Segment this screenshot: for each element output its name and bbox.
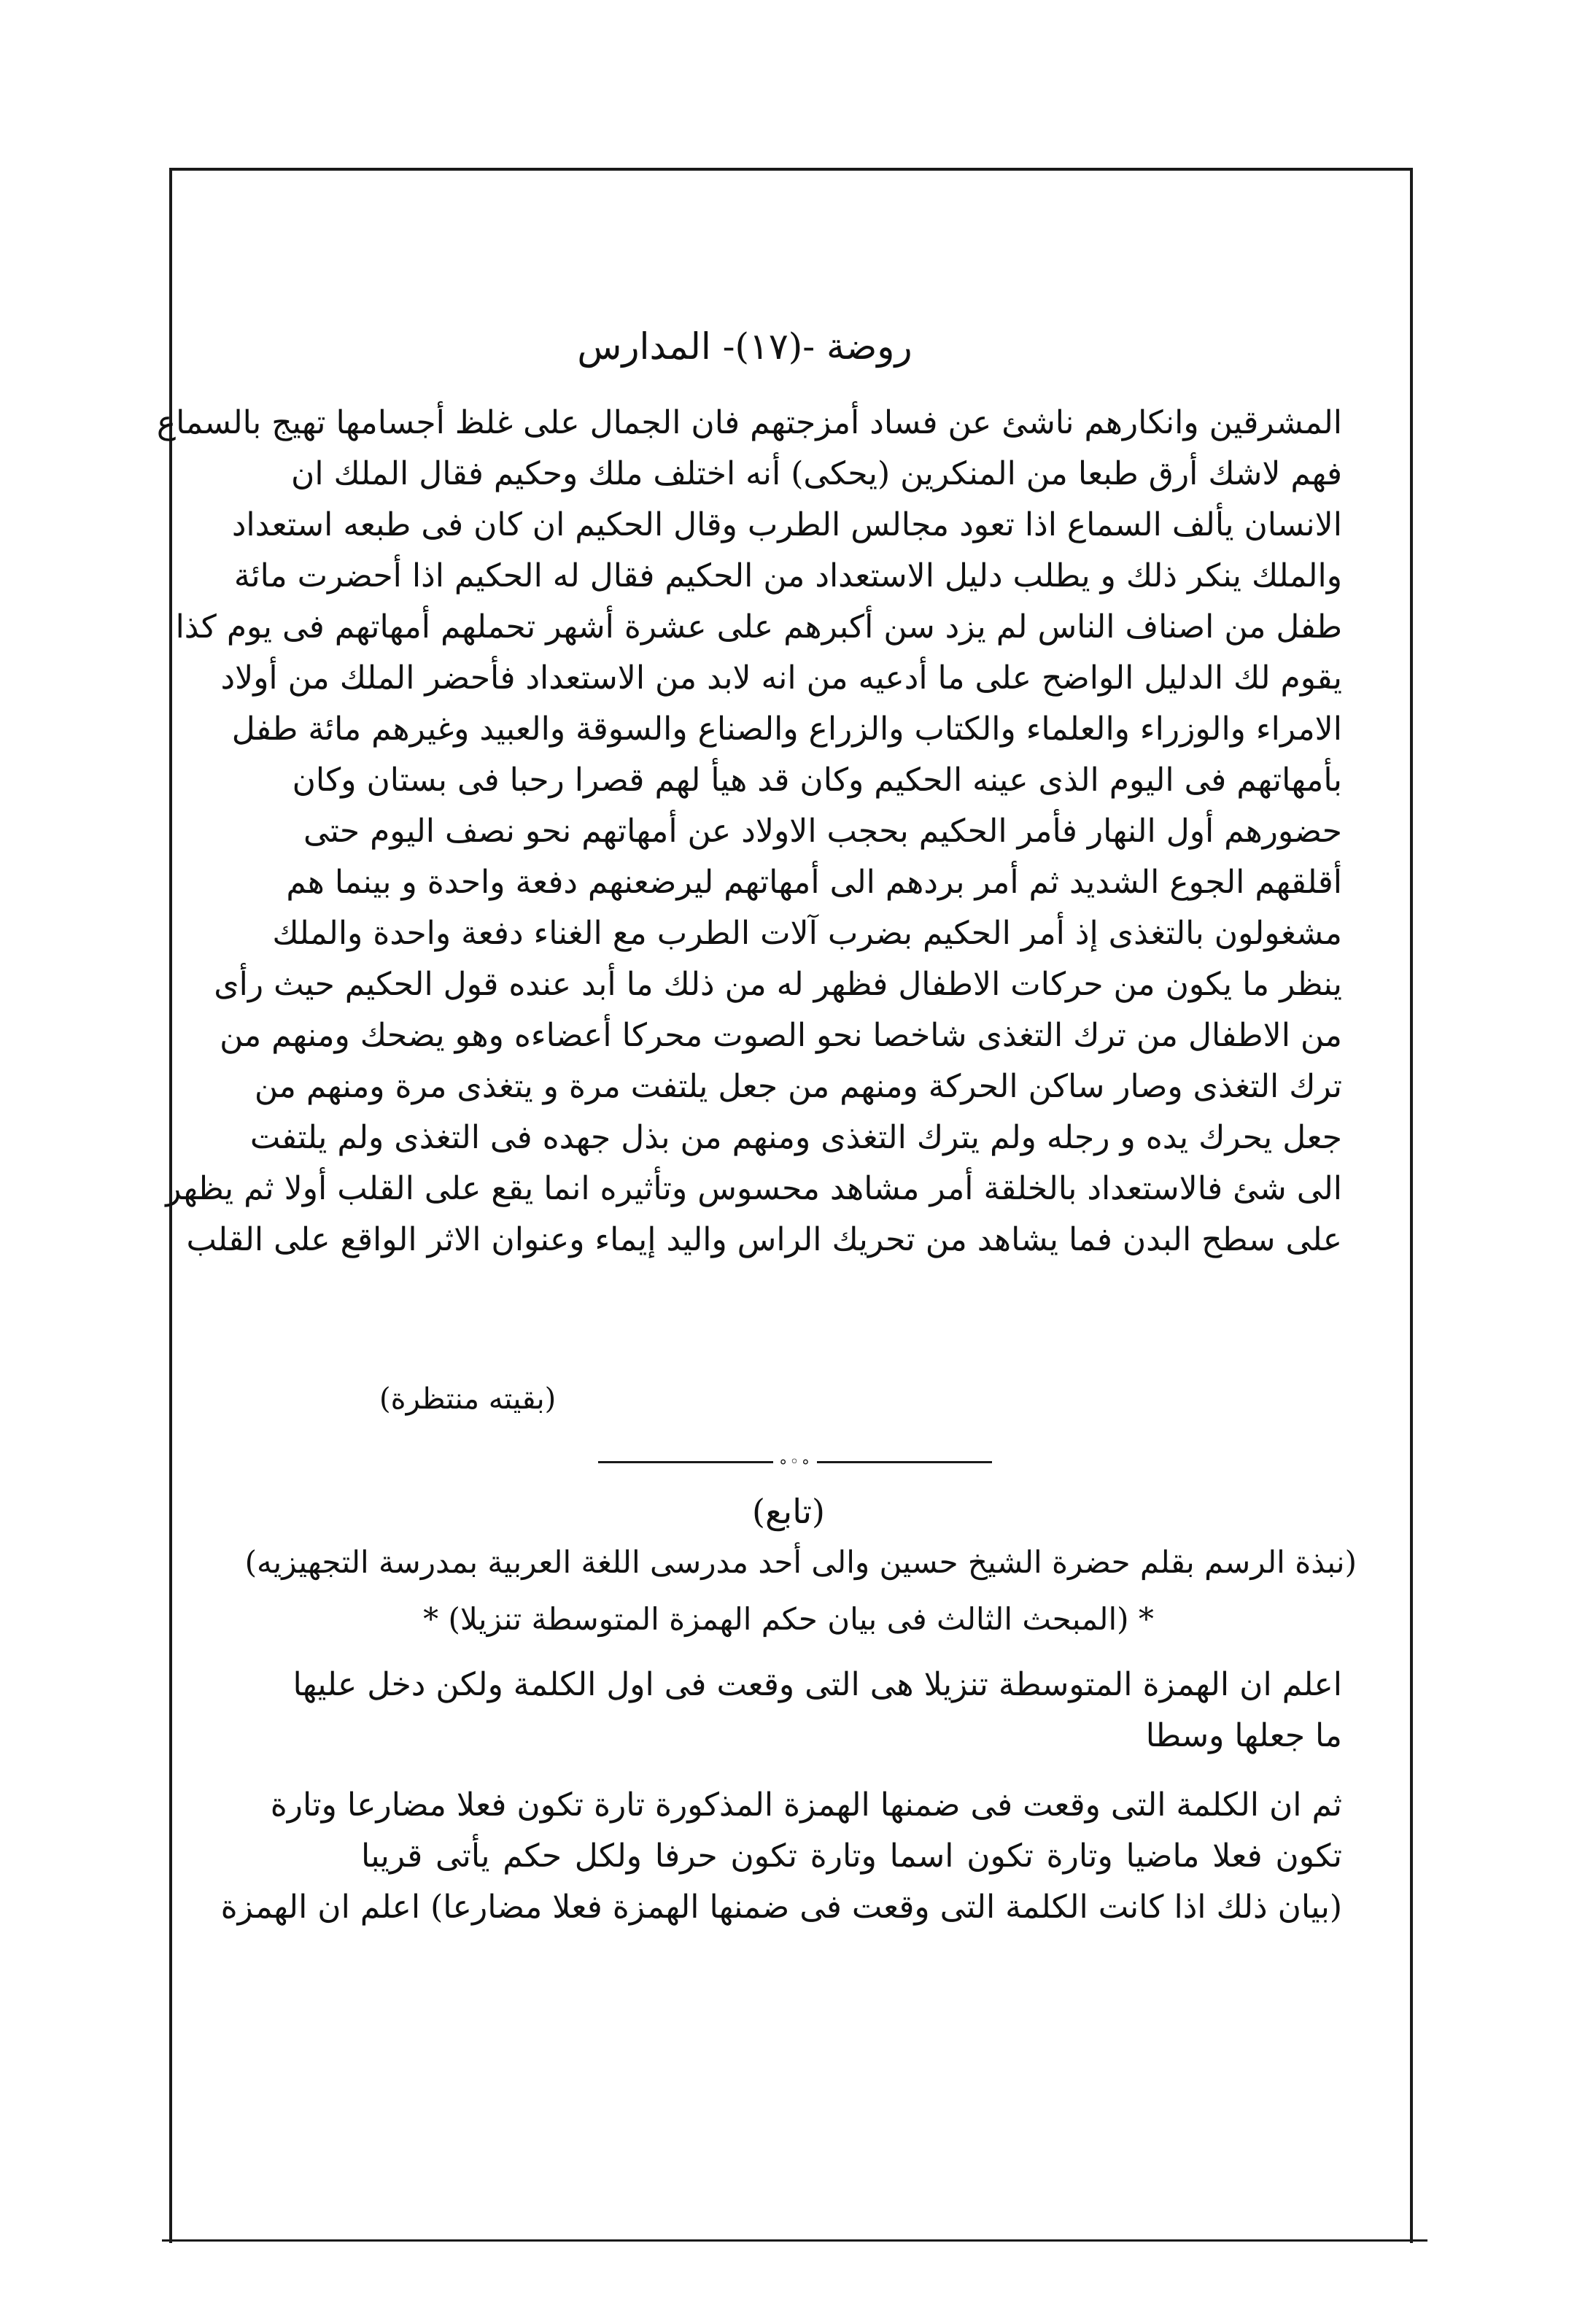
text-line: مشغولون بالتغذى إذ أمر الحكيم بضرب آلات الطرب مع الغناء دفعة واحدة والملك (272, 915, 1342, 952)
continued-note: (بقيته منتظرة) (379, 1382, 557, 1416)
text-line: ترك التغذى وصار ساكن الحركة ومنهم من جعل يلتفت مرة و يتغذى مرة ومنهم من (254, 1068, 1342, 1105)
text-line: على سطح البدن فما يشاهد من تحريك الراس واليد إيماء وعنوان الاثر الواقع على القلب (186, 1221, 1342, 1258)
ornament-icon: ∘◦∘ (773, 1453, 817, 1472)
text-line: من الاطفال من ترك التغذى شاخصا نحو الصوت محركا أعضاءه وهو يضحك ومنهم من (220, 1017, 1342, 1054)
text-line: الانسان يألف السماع اذا تعود مجالس الطرب وقال الحكيم ان كان فى طبعه استعداد (231, 506, 1342, 543)
text-line: أقلقهم الجوع الشديد ثم أمر بردهم الى أمهاتهم ليرضعنهم دفعة واحدة و بينما هم (286, 864, 1342, 901)
text-line: ينظر ما يكون من حركات الاطفال فظهر له من ذلك ما أبد عنده قول الحكيم حيث رأى (214, 966, 1342, 1003)
paragraph (220, 1780, 1342, 1933)
text-line: ما جعلها وسطا (1145, 1717, 1342, 1754)
article-title: (تابع) (752, 1492, 825, 1531)
text-line: المشرقين وانكارهم ناشئ عن فساد أمزجتهم فان الجمال على غلظ أجسامها تهيج بالسماع (156, 404, 1342, 441)
text-line: حضورهم أول النهار فأمر الحكيم بحجب الاولاد عن أمهاتهم نحو نصف اليوم حتى (303, 813, 1342, 850)
section-title: * (المبحث الثالث فى بيان حكم الهمزة المتوسطة تنزيلا) * (423, 1601, 1154, 1637)
text-line: الى شئ فالاستعداد بالخلقة أمر مشاهد محسوس وتأثيره انما يقع على القلب أولا ثم يظهر (166, 1170, 1342, 1207)
text-line: (بيان ذلك اذا كانت الكلمة التى وقعت فى ضمنها الهمزة فعلا مضارعا) اعلم ان الهمزة (220, 1889, 1342, 1926)
page-header (0, 325, 1577, 368)
text-line: اعلم ان الهمزة المتوسطة تنزيلا هى التى وقعت فى اول الكلمة ولكن دخل عليها (292, 1666, 1342, 1703)
text-line: والملك ينكر ذلك و يطلب دليل الاستعداد من الحكيم فقال له الحكيم اذا أحضرت مائة (233, 557, 1342, 594)
text-line: تكون فعلا ماضيا وتارة تكون اسما وتارة تكون حرفا ولكل حكم يأتى قريبا (361, 1837, 1342, 1875)
article-body (156, 398, 1342, 1266)
text-line: ثم ان الكلمة التى وقعت فى ضمنها الهمزة المذكورة تارة تكون فعلا مضارعا وتارة (270, 1786, 1342, 1824)
text-line: طفل من اصناف الناس لم يزد سن أكبرهم على عشرة أشهر تحملهم أمهاتهم فى يوم كذا (175, 608, 1342, 646)
paragraph (292, 1659, 1342, 1762)
text-line: بأمهاتهم فى اليوم الذى عينه الحكيم وكان قد هيأ لهم قصرا رحبا فى بستان وكان (292, 762, 1342, 799)
section-divider (598, 1452, 992, 1473)
text-line: جعل يحرك يده و رجله ولم يترك التغذى ومنهم من بذل جهده فى التغذى ولم يلتفت (249, 1119, 1342, 1156)
text-line: يقوم لك الدليل الواضح على ما أدعيه من انه لابد من الاستعداد فأحضر الملك من أولاد (220, 659, 1342, 697)
text-line: فهم لاشك أرق طبعا من المنكرين (يحكى) أنه اختلف ملك وحكيم فقال الملك ان (291, 455, 1342, 492)
text-line: الامراء والوزراء والعلماء والكتاب والزراع والصناع والسوقة والعبيد وغيرهم مائة طفل (231, 710, 1342, 748)
bottom-rule (162, 2239, 1427, 2242)
page-title: روضة -(١٧)- المدارس (577, 325, 913, 368)
article-byline: (نبذة الرسم بقلم حضرة الشيخ حسين والى أحد مدرسى اللغة العربية بمدرسة التجهيزيه) (244, 1544, 1357, 1580)
